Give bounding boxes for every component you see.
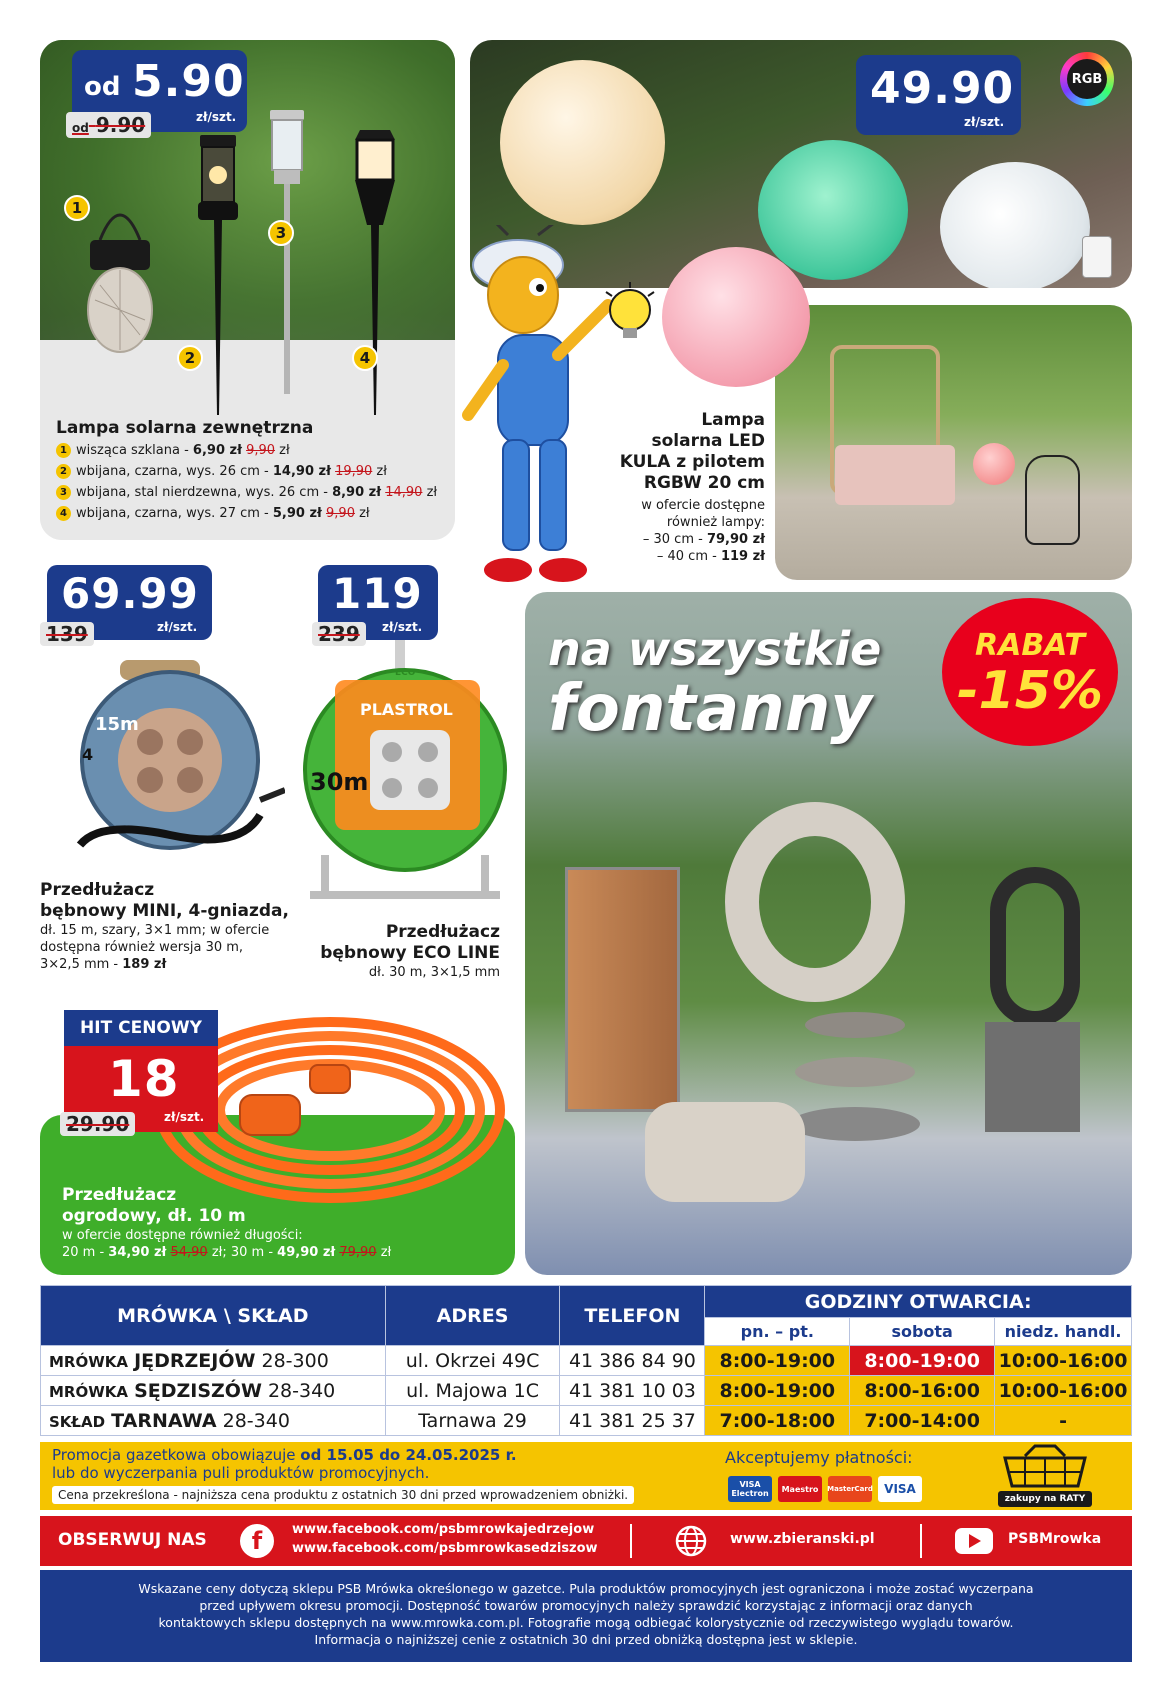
promo-line-2: lub do wyczerpania puli produktów promocyjnych.	[52, 1464, 430, 1482]
phone-cell: 41 381 10 03	[560, 1376, 705, 1406]
shopping-basket-icon	[1000, 1444, 1090, 1488]
fountain-bowls	[790, 1012, 920, 1187]
reel-eco-30m-label: 30m	[310, 768, 369, 796]
kula-desc-line-2: również lampy:	[666, 515, 765, 530]
reel-eco-image	[300, 640, 510, 910]
small-pink-sphere	[973, 443, 1015, 485]
address-cell: ul. Okrzei 49C	[385, 1346, 560, 1376]
reel-eco-title-2: bębnowy ECO LINE	[320, 943, 500, 963]
store-cell: SKŁAD TARNAWA 28-340	[41, 1406, 386, 1436]
reel-mini-desc-3: 3×2,5 mm - 189 zł	[40, 957, 167, 972]
garden-options: 20 m - 34,90 zł 54,90 zł; 30 m - 49,90 zł 79,90 zł	[62, 1245, 392, 1260]
fountain-sculpture	[990, 867, 1080, 1027]
facebook-link-sedziszow[interactable]: www.facebook.com/psbmrowkasedziszow	[292, 1541, 598, 1556]
disclaimer	[40, 1570, 1132, 1662]
hit-cenowy-label: HIT CENOWY	[64, 1010, 218, 1046]
fountain-ring	[725, 802, 905, 1002]
kula-photo-bottom	[775, 305, 1132, 580]
rabat-label: RABAT	[975, 628, 1085, 663]
lamp-badge-2: 2	[177, 345, 203, 371]
card-maestro-icon: Maestro	[778, 1476, 822, 1502]
promo-note: Cena przekreślona - najniższa cena produktu z ostatnich 30 dni przed wprowadzeniem obniżki.	[52, 1486, 634, 1504]
fountain-headline-2: fontanny	[548, 672, 872, 746]
website-link[interactable]: www.zbieranski.pl	[730, 1531, 875, 1547]
address-cell: ul. Majowa 1C	[385, 1376, 560, 1406]
garden-old-price: 29.90	[60, 1112, 135, 1136]
lantern	[1025, 455, 1080, 545]
reel-eco-desc: dł. 30 m, 3×1,5 mm	[368, 965, 500, 980]
lamps-variant-1: 1 wisząca szklana - 6,90 zł 9,90 zł	[56, 442, 451, 459]
header-address: ADRES	[385, 1286, 560, 1346]
header-store: MRÓWKA \ SKŁAD	[41, 1286, 386, 1346]
raty-label[interactable]: zakupy na RATY	[998, 1491, 1092, 1507]
kula-price: 49.90	[870, 63, 1015, 114]
reel-mini-price-unit: zł/szt.	[157, 620, 198, 634]
hours-sunday-cell: -	[995, 1406, 1132, 1436]
garden-desc: w ofercie dostępne również długości:	[62, 1228, 303, 1243]
subheader-weekdays: pn. – pt.	[705, 1318, 850, 1346]
lightbulb-icon	[600, 282, 660, 342]
lamps-variant-2: 2 wbijana, czarna, wys. 26 cm - 14,90 zł 19,90 zł	[56, 463, 451, 480]
garden-price-unit: zł/szt.	[164, 1110, 205, 1124]
reel-mini-desc-1: dł. 15 m, szary, 3×1 mm; w ofercie	[40, 923, 270, 938]
lamp-badge-4: 4	[352, 345, 378, 371]
kula-price-box	[856, 55, 1021, 135]
hours-weekdays-cell: 8:00-19:00	[705, 1346, 850, 1376]
table-row	[41, 1376, 1132, 1406]
facebook-link-jedrzejow[interactable]: www.facebook.com/psbmrowkajedrzejow	[292, 1522, 595, 1537]
social-bar	[40, 1516, 1132, 1566]
white-sphere	[940, 162, 1090, 288]
black-stake-lamp-image	[188, 135, 248, 425]
black-lamp-4-image	[345, 130, 405, 420]
reel-eco-title-1: Przedłużacz	[385, 922, 500, 942]
divider	[920, 1524, 922, 1558]
kula-price-unit: zł/szt.	[964, 115, 1005, 129]
reel-mini-old-price: 139	[40, 622, 94, 646]
reel-mini-desc-2: dostępna również wersja 30 m,	[40, 940, 244, 955]
hours-saturday-cell: 7:00-14:00	[850, 1406, 995, 1436]
card-visa-electron-icon: VISA Electron	[728, 1476, 772, 1502]
hours-saturday-cell: 8:00-16:00	[850, 1376, 995, 1406]
green-sphere	[758, 140, 908, 280]
phone-cell: 41 381 25 37	[560, 1406, 705, 1436]
fountain-headline-1: na wszystkie	[548, 622, 882, 676]
reel-eco-price: 119	[332, 569, 423, 618]
subheader-saturday: sobota	[850, 1318, 995, 1346]
reel-eco-old-price: 239	[312, 622, 366, 646]
warm-sphere	[500, 60, 665, 225]
fountain-basin	[645, 1102, 805, 1202]
reel-mini-4-label: 4	[82, 745, 94, 764]
header-phone: TELEFON	[560, 1286, 705, 1346]
payments-title: Akceptujemy płatności:	[725, 1448, 913, 1467]
lamp-badge-1: 1	[64, 195, 90, 221]
kula-info	[560, 410, 765, 565]
reel-mini-15m-label: 15m	[95, 714, 139, 735]
garden-title-2: ogrodowy, dł. 10 m	[62, 1206, 246, 1226]
garden-price: 18	[108, 1050, 180, 1108]
pink-blanket	[835, 445, 955, 505]
follow-label: OBSERWUJ NAS	[58, 1530, 207, 1550]
disclaimer-line-1: Wskazane ceny dotyczą sklepu PSB Mrówka określonego w gazetce. Pula produktów promocyjnych jest ograniczona i może zostać wyczerpana	[138, 1581, 1034, 1596]
phone-cell: 41 386 84 90	[560, 1346, 705, 1376]
reel-mini-title-1: Przedłużacz	[40, 880, 155, 900]
stores-table	[40, 1285, 1132, 1436]
discount-value: -15%	[956, 661, 1104, 721]
lamps-price: 5.90	[132, 56, 245, 107]
reel-mini-title-2: bębnowy MINI, 4-gniazda,	[40, 901, 289, 921]
disclaimer-line-3: kontaktowych sklepu dostępnych na www.mrowka.com.pl. Fotografie mogą odbiegać kolorystycznie od rzeczywistego wyglądu towarów.	[158, 1615, 1014, 1630]
lamps-price-unit: zł/szt.	[196, 110, 237, 124]
remote-control-image	[1082, 236, 1112, 278]
lamps-price-prefix: od	[84, 72, 121, 102]
discount-badge	[942, 598, 1118, 746]
garden-title-1: Przedłużacz	[62, 1185, 177, 1205]
kula-size-40: – 40 cm - 119 zł	[656, 549, 765, 564]
reel-mini-info	[40, 880, 325, 973]
youtube-link[interactable]: PSBMrowka	[1008, 1531, 1102, 1547]
lamps-info	[56, 418, 451, 522]
kula-desc-line-1: w ofercie dostępne	[641, 498, 765, 513]
globe-icon	[675, 1525, 707, 1557]
divider	[630, 1524, 632, 1558]
rgb-label: RGB	[1067, 59, 1107, 99]
fountain-pedestal	[985, 1022, 1080, 1132]
lamps-variant-4: 4 wbijana, czarna, wys. 27 cm - 5,90 zł 9,90 zł	[56, 505, 451, 522]
disclaimer-line-2: przed upływem okresu promocji. Dostępność towarów promocyjnych należy sprawdzić korzystając z informacji oraz danych	[199, 1598, 973, 1613]
reel-mini-image	[60, 650, 285, 875]
hours-weekdays-cell: 7:00-18:00	[705, 1406, 850, 1436]
lamp-badge-3: 3	[268, 220, 294, 246]
header-hours: GODZINY OTWARCIA:	[705, 1286, 1132, 1318]
kula-title-line-2: solarna LED	[651, 431, 765, 451]
card-visa-icon: VISA	[878, 1476, 922, 1502]
store-cell: MRÓWKA JĘDRZEJÓW 28-300	[41, 1346, 386, 1376]
lamps-variant-3: 3 wbijana, stal nierdzewna, wys. 26 cm - 8,90 zł 14,90 zł	[56, 484, 451, 501]
disclaimer-line-4: Informacja o najniższej cenie z ostatnich 30 dni przed obniżką dostępna jest w sklepie.	[314, 1632, 858, 1647]
kula-title-line-3: KULA z pilotem	[619, 452, 765, 472]
promo-line-1: Promocja gazetkowa obowiązuje od 15.05 do 24.05.2025 r.	[52, 1446, 517, 1464]
subheader-sunday: niedz. handl.	[995, 1318, 1132, 1346]
fountain-wall	[565, 867, 680, 1112]
pink-sphere	[662, 247, 810, 387]
hours-sunday-cell: 10:00-16:00	[995, 1346, 1132, 1376]
hanging-lamp-image	[80, 190, 160, 370]
kula-size-30: – 30 cm - 79,90 zł	[642, 532, 765, 547]
kula-title-line-1: Lampa	[701, 410, 765, 430]
hours-sunday-cell: 10:00-16:00	[995, 1376, 1132, 1406]
reel-eco-eco-label: ECO	[395, 668, 416, 678]
rgb-badge	[1060, 52, 1114, 106]
facebook-icon[interactable]: f	[240, 1524, 274, 1558]
table-row	[41, 1346, 1132, 1376]
youtube-icon[interactable]	[955, 1528, 993, 1554]
kula-title-line-4: RGBW 20 cm	[643, 473, 765, 493]
reel-eco-info	[300, 922, 500, 981]
lamps-old-price: od 9.90	[66, 112, 151, 138]
lamps-title: Lampa solarna zewnętrzna	[56, 418, 314, 438]
card-mastercard-icon: MasterCard	[828, 1476, 872, 1502]
hours-saturday-cell: 8:00-19:00	[850, 1346, 995, 1376]
hours-weekdays-cell: 8:00-19:00	[705, 1376, 850, 1406]
reel-eco-price-unit: zł/szt.	[382, 620, 423, 634]
store-cell: MRÓWKA SĘDZISZÓW 28-340	[41, 1376, 386, 1406]
address-cell: Tarnawa 29	[385, 1406, 560, 1436]
table-row	[41, 1406, 1132, 1436]
reel-mini-price: 69.99	[61, 569, 199, 618]
garden-info	[62, 1185, 502, 1261]
steel-stake-lamp-image	[262, 110, 312, 410]
reel-eco-brand: PLASTROL	[360, 700, 453, 719]
promo-bar	[40, 1442, 1132, 1510]
